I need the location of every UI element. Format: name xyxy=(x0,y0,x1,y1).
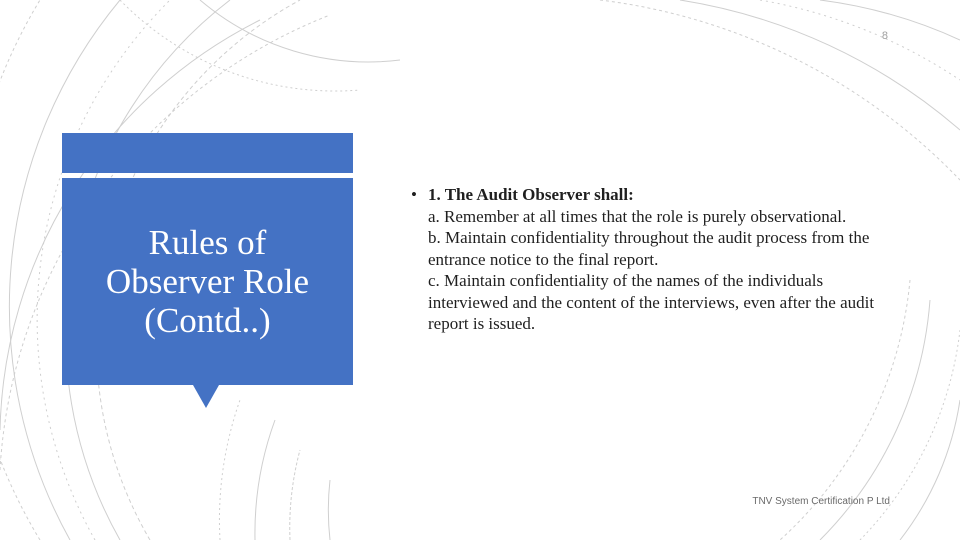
title-panel xyxy=(62,178,353,385)
slide-content xyxy=(411,184,901,335)
sub-item-c: c. Maintain confidentiality of the names of the individuals interviewed and the content of the interviews, even after the audit report is issued. xyxy=(428,271,875,333)
slide-title-line: Observer Role xyxy=(105,262,310,301)
bullet-lead-text: 1. The Audit Observer shall: xyxy=(428,185,634,204)
slide-title-line: (Contd..) xyxy=(144,301,271,340)
title-accent-strip xyxy=(62,133,353,173)
bullet-dot-icon: • xyxy=(411,185,417,204)
sub-item-b: b. Maintain confidentiality throughout the audit process from the entrance notice to the final report. xyxy=(428,228,870,269)
title-pointer-triangle xyxy=(193,385,219,408)
bullet-body xyxy=(428,184,901,335)
slide-title-line: Rules of xyxy=(148,223,267,262)
bullet-item xyxy=(411,184,901,335)
footer-company: TNV System Certification P Ltd xyxy=(752,496,890,507)
page-number: 8 xyxy=(881,30,888,42)
sub-item-a: a. Remember at all times that the role is purely observational. xyxy=(428,206,847,226)
slide-title xyxy=(106,223,309,340)
